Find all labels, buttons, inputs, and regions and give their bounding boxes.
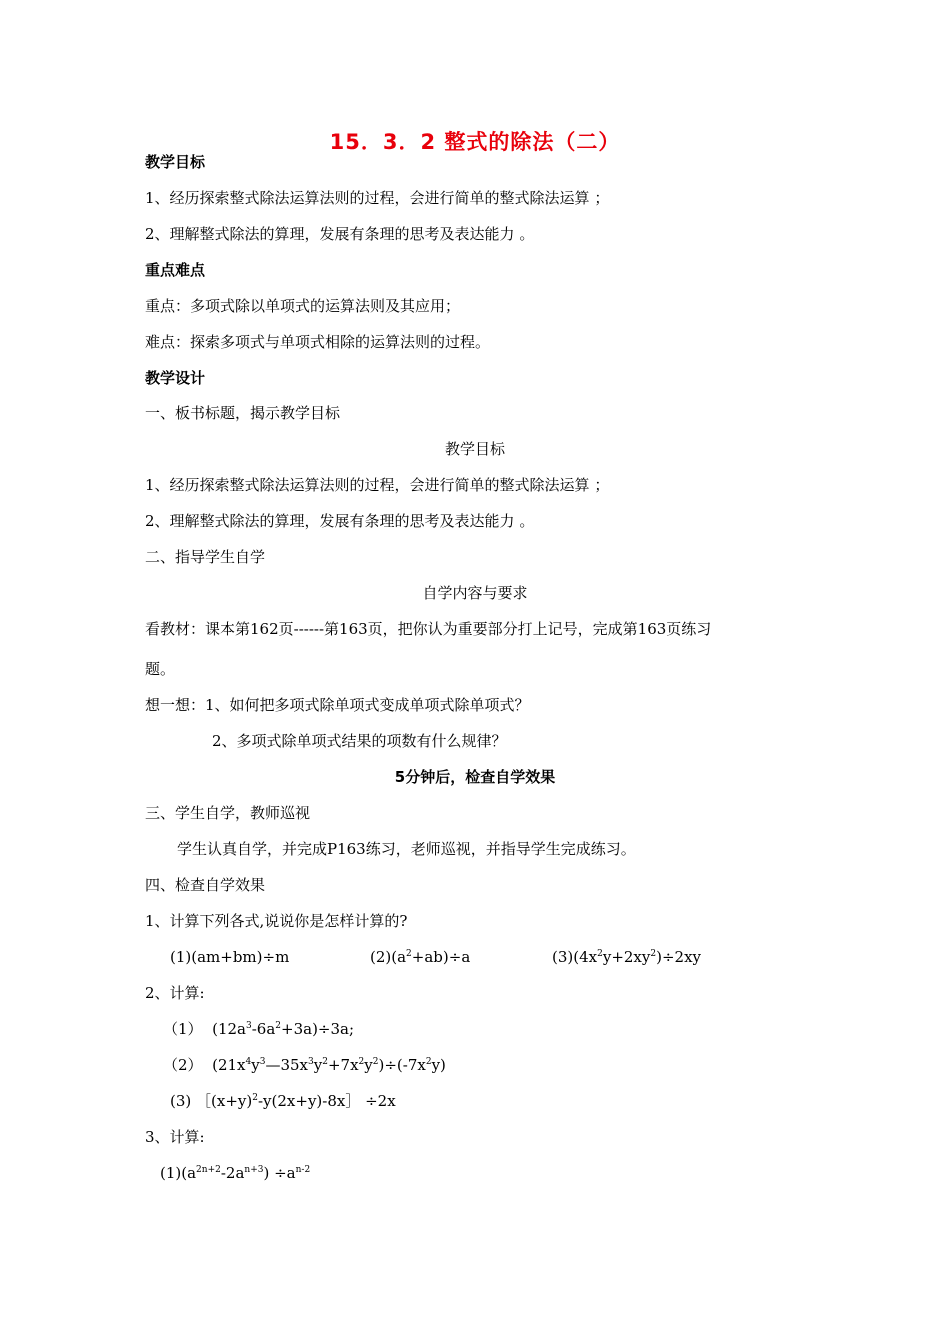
question-2-item-3: (3) $[(x+y)^2-y(2x+y)-8x] \div 2x$ <box>170 1092 396 1110</box>
step-2: 二、指导学生自学 <box>145 548 266 566</box>
question-2-item-2: （2） $(21x^4y^3—35x^3y^2+7x^2y^2)\div(-7x^2y)$ <box>163 1056 446 1074</box>
step-3-detail: 学生认真自学，并完成P163练习，老师巡视，并指导学生完成练习。 <box>177 840 636 858</box>
question-3-item-1: $(1)(a^{2n+2}-2a^{n+3}) \div a^{n-2}$ <box>160 1164 311 1182</box>
board-objective-2: 2、理解整式除法的算理，发展有条理的思考及表达能力 。 <box>145 512 535 530</box>
design-heading: 教学设计 <box>145 369 206 387</box>
think-2: 2、多项式除单项式结果的项数有什么规律？ <box>212 732 507 750</box>
question-2-item-1: （1） $(12a^3-6a^2+3a)\div 3a$; <box>163 1020 355 1038</box>
objectives-heading: 教学目标 <box>145 153 206 171</box>
board-title: 教学目标 <box>444 440 505 458</box>
question-3-prompt: 3、计算: <box>145 1128 205 1146</box>
difficult-point: 难点：探索多项式与单项式相除的运算法则的过程。 <box>145 333 491 351</box>
read-text-line1: 看教材：课本第162页------第163页，把你认为重要部分打上记号，完成第163页练习 <box>145 620 712 638</box>
step-1: 一、板书标题，揭示教学目标 <box>145 404 341 422</box>
question-2-prompt: 2、计算: <box>145 984 205 1002</box>
step-4: 四、检查自学效果 <box>145 876 266 894</box>
question-1-item-2: $(2)(a^2+ab)\div a$ <box>370 948 471 966</box>
step-3: 三、学生自学，教师巡视 <box>145 804 311 822</box>
key-point: 重点：多项式除以单项式的运算法则及其应用； <box>145 297 461 315</box>
question-1-item-1: (1)(am+bm)÷m <box>170 948 290 966</box>
think-1: 想一想：1、如何把多项式除单项式变成单项式除单项式？ <box>145 696 530 714</box>
board-objective-1: 1、经历探索整式除法运算法则的过程，会进行简单的整式除法运算 ； <box>145 476 610 494</box>
objective-1: 1、经历探索整式除法运算法则的过程，会进行简单的整式除法运算 ； <box>145 189 610 207</box>
check-note: 5分钟后，检查自学效果 <box>394 768 556 786</box>
question-1-item-3: $(3)(4x^2y+2xy^2)\div 2xy$ <box>552 948 702 966</box>
self-study-title: 自学内容与要求 <box>422 584 528 602</box>
read-text-line2: 题。 <box>145 660 176 678</box>
objective-2: 2、理解整式除法的算理，发展有条理的思考及表达能力 。 <box>145 225 535 243</box>
key-heading: 重点难点 <box>145 261 206 279</box>
question-1-prompt: 1、计算下列各式,说说你是怎样计算的? <box>145 912 408 930</box>
page-title: 15．3．2 整式的除法（二） <box>329 130 621 154</box>
